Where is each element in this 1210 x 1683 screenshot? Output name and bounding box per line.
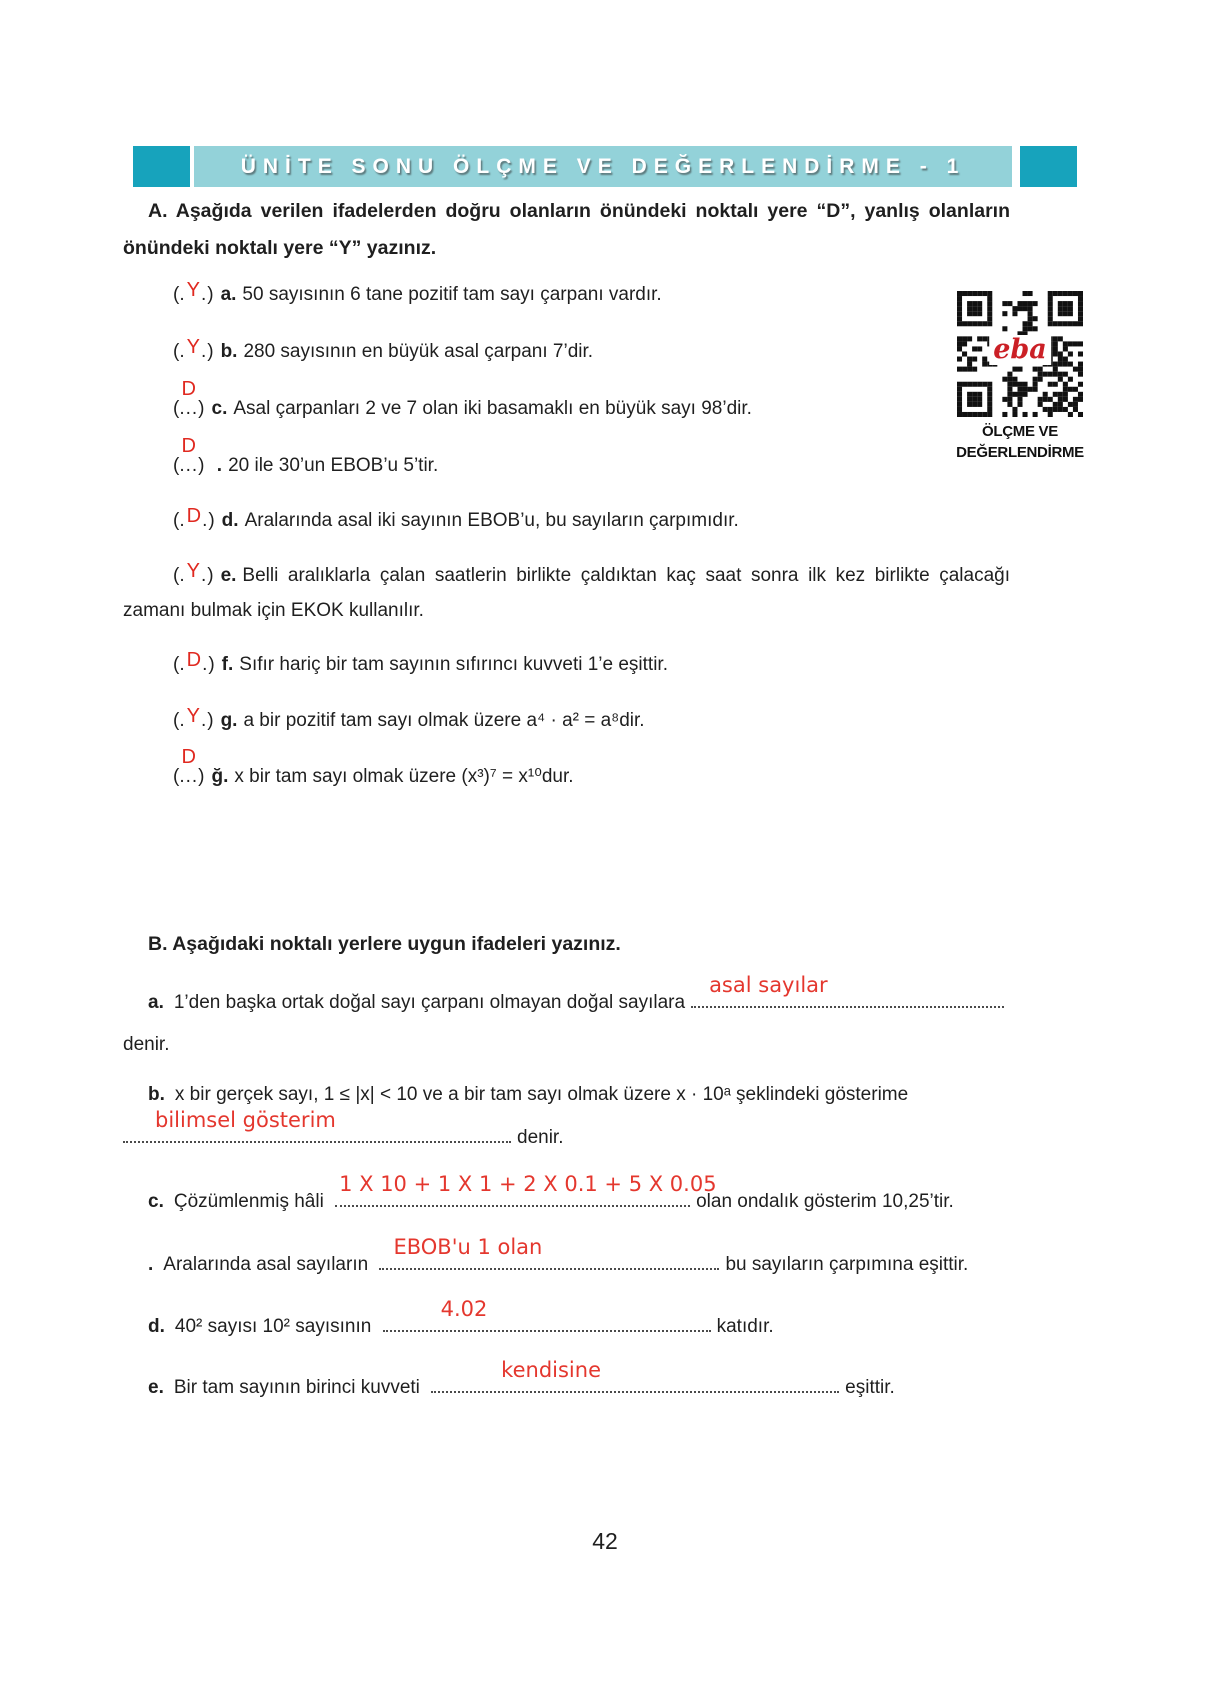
item-text: Sıfır hariç bir tam sayının sıfırıncı kuvveti 1’e eşittir. xyxy=(239,654,668,675)
answer-blank xyxy=(379,1235,719,1270)
answer-mark: (... D ) xyxy=(148,759,205,794)
header-accent-square-left xyxy=(133,146,190,187)
item-label: f. xyxy=(221,654,234,675)
fill-blank-item-b xyxy=(123,1082,1010,1151)
item-label: . xyxy=(148,1254,154,1275)
item-label: c. xyxy=(211,398,228,419)
item-text: 20 ile 30’un EBOB’u 5’tir. xyxy=(228,455,439,476)
answer-blank xyxy=(383,1297,711,1332)
item-text: 40² sayısı 10² sayısının xyxy=(174,1316,372,1337)
header-accent-square-right xyxy=(1020,146,1077,187)
answer-blank xyxy=(431,1358,839,1393)
item-text-continued: katıdır. xyxy=(716,1316,774,1337)
true-false-item-c xyxy=(123,378,1010,426)
page-title: ÜNİTE SONU ÖLÇME VE DEĞERLENDİRME - 1 xyxy=(240,154,966,178)
item-text: x bir gerçek sayı, 1 ≤ |x| < 10 ve a bir tam sayı olmak üzere x · 10ᵃ şeklindeki gösterime xyxy=(174,1084,909,1105)
item-label: c. xyxy=(148,1191,164,1212)
true-false-item-e xyxy=(123,558,1010,628)
item-text-continued: eşittir. xyxy=(845,1377,895,1398)
item-text-continued: denir. xyxy=(123,1034,170,1055)
item-label: a. xyxy=(220,284,237,305)
item-label: d. xyxy=(148,1316,165,1337)
answer-letter: Y xyxy=(186,279,200,301)
item-text: 280 sayısının en büyük asal çarpanı 7’dir. xyxy=(243,341,594,362)
item-text: Aralarında asal sayıların xyxy=(163,1254,369,1275)
item-label: d. xyxy=(221,510,239,531)
answer-mark: (.Y.) xyxy=(173,336,214,362)
header-band xyxy=(194,146,1012,187)
item-text: Belli aralıklarla çalan saatlerin birlikte çaldıktan kaç saat sonra ilk kez birlikte çalacağı zamanı bulmak için EKOK kullanılır. xyxy=(123,565,1010,621)
item-text: x bir tam sayı olmak üzere (x³)⁷ = x¹⁰dur. xyxy=(234,766,574,787)
item-label: ğ. xyxy=(211,766,229,787)
answer-mark: (... D ) xyxy=(148,448,205,483)
true-false-item-a xyxy=(123,277,1010,312)
fill-blank-item-cc xyxy=(123,1235,1010,1278)
fill-blank-item-d xyxy=(123,1297,1010,1340)
true-false-item-d xyxy=(123,503,1010,538)
fill-blank-item-e xyxy=(123,1358,1010,1401)
item-text: Aralarında asal iki sayının EBOB’u, bu sayıların çarpımıdır. xyxy=(244,510,739,531)
item-text: Çözümlenmiş hâli xyxy=(173,1191,324,1212)
answer-letter: D xyxy=(181,746,196,768)
answer-mark: (... D ) xyxy=(148,391,205,426)
true-false-item-b xyxy=(123,334,1010,369)
item-label: b. xyxy=(148,1084,165,1105)
answer-mark: (.D.) xyxy=(173,505,215,531)
true-false-item-cc xyxy=(123,435,1010,483)
answer-letter: D xyxy=(186,505,202,527)
section-a-instructions: A. Aşağıda verilen ifadelerden doğru olanların önündeki noktalı yere “D”, yanlış olanların önündeki noktalı yere “Y” yazınız. xyxy=(123,200,1010,259)
item-label: a. xyxy=(148,992,164,1013)
answer-mark: (.Y.) xyxy=(173,560,214,586)
item-text-continued: olan ondalık gösterim 10,25’tir. xyxy=(696,1191,954,1212)
item-text: 1’den başka ortak doğal sayı çarpanı olmayan doğal sayılara xyxy=(173,992,686,1013)
item-text-continued: denir. xyxy=(517,1127,564,1148)
handwritten-answer: kendisine xyxy=(501,1358,601,1382)
item-text-continued: bu sayıların çarpımına eşittir. xyxy=(725,1254,969,1275)
answer-blank xyxy=(123,1108,511,1143)
item-label: . xyxy=(216,455,223,476)
answer-letter: Y xyxy=(186,705,200,727)
section-b-instructions: B. Aşağıdaki noktalı yerlere uygun ifadeleri yazınız. xyxy=(148,933,621,955)
answer-letter: Y xyxy=(186,560,200,582)
answer-mark: (.Y.) xyxy=(173,279,214,305)
true-false-item-f xyxy=(123,647,1010,682)
item-label: e. xyxy=(148,1377,164,1398)
item-text: Bir tam sayının birinci kuvveti xyxy=(173,1377,420,1398)
fill-blank-item-c xyxy=(123,1172,1010,1215)
handwritten-answer: 4.02 xyxy=(440,1297,488,1321)
item-label: g. xyxy=(220,710,238,731)
item-label: e. xyxy=(220,565,237,586)
page-number: 42 xyxy=(592,1528,618,1554)
answer-letter: D xyxy=(181,378,196,400)
item-text: Asal çarpanları 2 ve 7 olan iki basamaklı en büyük sayı 98’dir. xyxy=(233,398,752,419)
handwritten-answer: 1 X 10 + 1 X 1 + 2 X 0.1 + 5 X 0.05 xyxy=(339,1172,717,1196)
true-false-item-gg xyxy=(123,746,1010,794)
answer-mark: (.Y.) xyxy=(173,705,214,731)
answer-mark: (.D.) xyxy=(173,649,215,675)
answer-blank xyxy=(691,973,1004,1008)
answer-letter: D xyxy=(186,649,202,671)
item-text: a bir pozitif tam sayı olmak üzere a⁴ · a² = a⁸dir. xyxy=(243,710,645,731)
qr-caption-line2: DEĞERLENDİRME xyxy=(956,444,1084,461)
answer-blank xyxy=(335,1172,717,1207)
qr-caption-line1: ÖLÇME VE xyxy=(982,423,1058,440)
handwritten-answer: EBOB'u 1 olan xyxy=(393,1235,543,1259)
answer-letter: Y xyxy=(186,336,200,358)
fill-blank-item-a xyxy=(123,973,1010,1058)
handwritten-answer: asal sayılar xyxy=(709,973,828,997)
eba-logo: eba xyxy=(989,335,1051,365)
answer-letter: D xyxy=(181,435,196,457)
handwritten-answer: bilimsel gösterim xyxy=(155,1108,336,1132)
true-false-item-g xyxy=(123,703,1010,738)
item-text: 50 sayısının 6 tane pozitif tam sayı çarpanı vardır. xyxy=(242,284,662,305)
item-label: b. xyxy=(220,341,238,362)
